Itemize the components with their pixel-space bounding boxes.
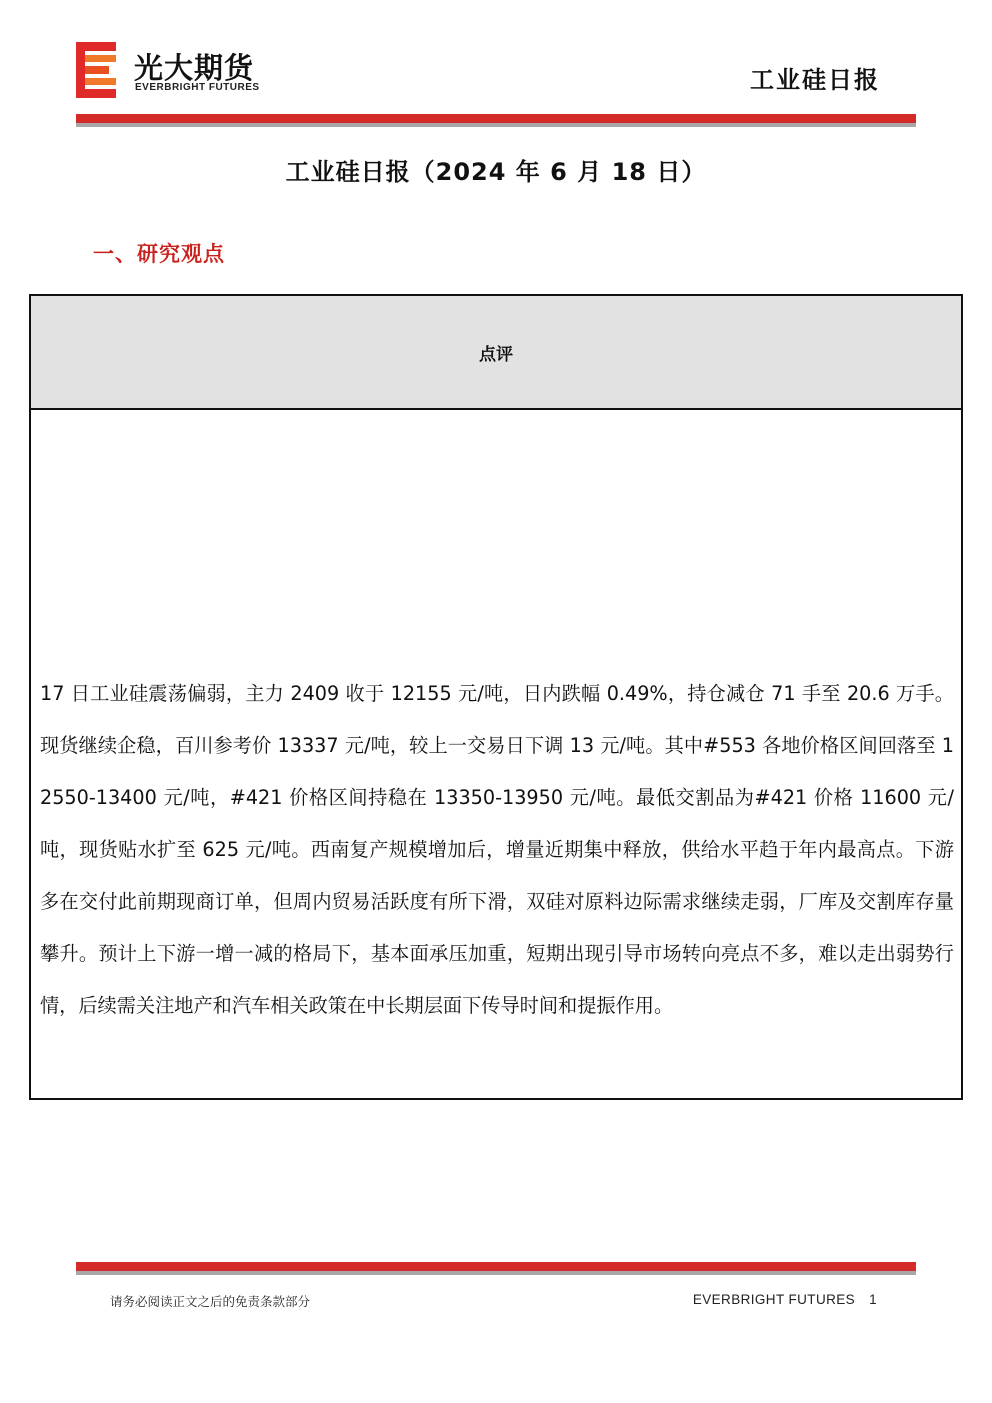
header-grey-stripe <box>76 123 916 127</box>
section-heading: 一、研究观点 <box>93 242 225 266</box>
header-divider-band <box>76 114 916 127</box>
footer-company <box>693 1292 877 1307</box>
comment-table-header <box>31 296 961 410</box>
logo-english-name: EVERBRIGHT FUTURES <box>135 82 260 93</box>
comment-table <box>29 294 963 1100</box>
footer-red-stripe <box>76 1262 916 1271</box>
commentary-paragraph: 17 日工业硅震荡偏弱，主力 2409 收于 12155 元/吨，日内跌幅 0.49%，持仓减仓 71 手至 20.6 万手。现货继续企稳，百川参考价 13337 元/吨，较上一交易日下调 13 元/吨。其中#553 各地价格区间回落至 12550-13400 元/吨，#421 价格区间持稳在 13350-13950 元/吨。最低交割品为#421 价格 11600 元/吨，现货贴水扩至 625 元/吨。西南复产规模增加后，增量近期集中释放，供给水平趋于年内最高点。下游多在交付此前期现商订单，但周内贸易活跃度有所下滑，双硅对原料边际需求继续走弱，厂库及交割库存量攀升。预计上下游一增一减的格局下，基本面承压加重，短期出现引导市场转向亮点不多，难以走出弱势行情，后续需关注地产和汽车相关政策在中长期层面下传导时间和提振作用。 <box>40 682 954 1017</box>
comment-table-header-label: 点评 <box>479 344 513 365</box>
document-title: 工业硅日报（2024 年 6 月 18 日） <box>285 158 707 186</box>
footer-divider-band <box>76 1262 916 1275</box>
everbright-logo-icon <box>76 42 116 98</box>
logo-chinese-name: 光大期货 <box>134 51 255 85</box>
comment-table-body <box>31 410 961 1100</box>
footer-disclaimer: 请务必阅读正文之后的免责条款部分 <box>110 1294 311 1309</box>
footer-company-name: EVERBRIGHT FUTURES <box>692 1292 856 1307</box>
header-red-stripe <box>76 114 916 123</box>
company-logo <box>76 42 286 98</box>
footer-grey-stripe <box>76 1271 916 1275</box>
report-type-label: 工业硅日报 <box>750 66 880 94</box>
page-number: 1 <box>869 1292 877 1307</box>
